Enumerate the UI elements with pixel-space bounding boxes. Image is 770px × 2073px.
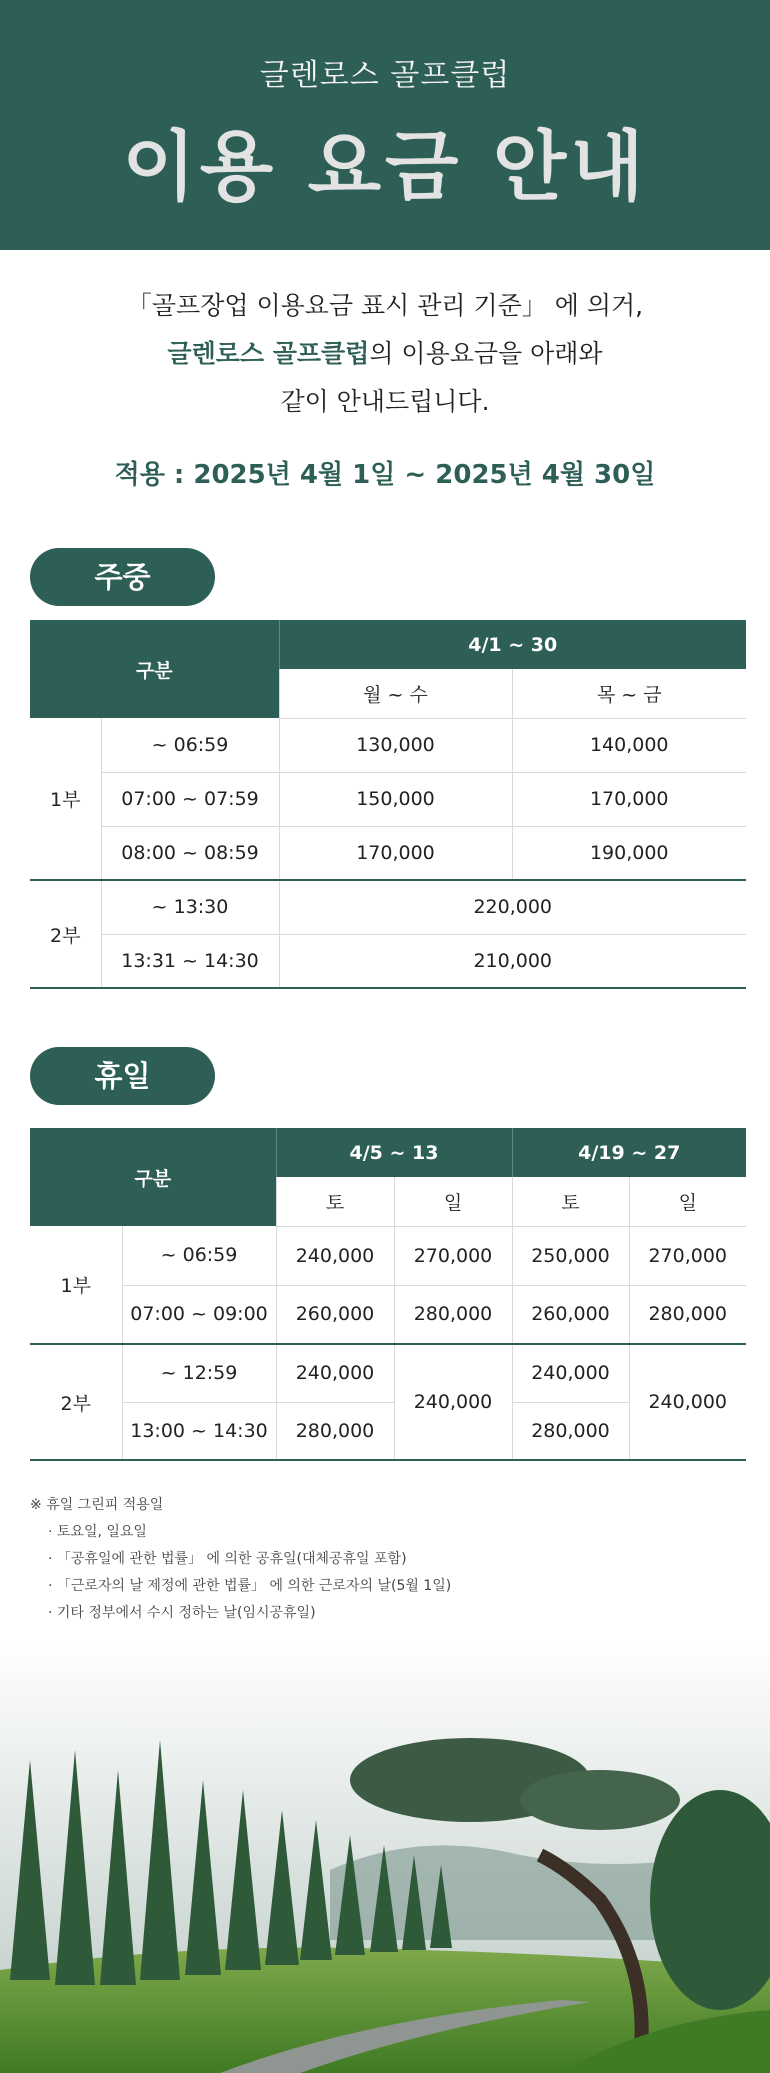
time-cell: 07:00 ~ 07:59 bbox=[101, 772, 279, 826]
club-name: 글렌로스 골프클럽 bbox=[259, 58, 511, 93]
fee-cell: 240,000 bbox=[394, 1344, 512, 1460]
weekday-thu-fri-header: 목 ~ 금 bbox=[512, 669, 746, 718]
table-row bbox=[30, 826, 746, 880]
fee-cell: 280,000 bbox=[629, 1285, 746, 1344]
holiday-notes bbox=[30, 1492, 451, 1627]
weekday-section-label: 주중 bbox=[30, 548, 215, 606]
time-cell: ~ 06:59 bbox=[101, 718, 279, 772]
note-item: · 토요일, 일요일 bbox=[48, 1524, 147, 1540]
fee-cell: 240,000 bbox=[276, 1344, 394, 1402]
holiday-range1-sat-header: 토 bbox=[276, 1177, 394, 1226]
weekday-part2-label: 2부 bbox=[30, 880, 101, 988]
holiday-category-header: 구분 bbox=[30, 1128, 276, 1226]
weekday-fee-table bbox=[30, 620, 746, 989]
holiday-range1-header: 4/5 ~ 13 bbox=[276, 1128, 512, 1177]
fee-cell: 280,000 bbox=[394, 1285, 512, 1344]
fee-cell: 260,000 bbox=[512, 1285, 629, 1344]
fee-cell: 280,000 bbox=[512, 1402, 629, 1460]
fee-cell: 240,000 bbox=[512, 1344, 629, 1402]
table-row bbox=[30, 718, 746, 772]
weekday-part1-label: 1부 bbox=[30, 718, 101, 880]
holiday-part2-label: 2부 bbox=[30, 1344, 122, 1460]
time-cell: 08:00 ~ 08:59 bbox=[101, 826, 279, 880]
holiday-range2-sat-header: 토 bbox=[512, 1177, 629, 1226]
fee-cell: 220,000 bbox=[279, 880, 746, 934]
time-cell: ~ 12:59 bbox=[122, 1344, 276, 1402]
fee-cell: 150,000 bbox=[279, 772, 512, 826]
note-item: · 기타 정부에서 수시 정하는 날(임시공휴일) bbox=[48, 1605, 316, 1621]
table-row bbox=[30, 880, 746, 934]
fee-cell: 210,000 bbox=[279, 934, 746, 988]
fee-cell: 270,000 bbox=[629, 1226, 746, 1285]
holiday-range2-header: 4/19 ~ 27 bbox=[512, 1128, 746, 1177]
table-row bbox=[30, 1226, 746, 1285]
intro-line-2 bbox=[0, 330, 770, 378]
page-title: 이용 요금 안내 bbox=[122, 122, 648, 211]
note-item: · 「공휴일에 관한 법률」 에 의한 공휴일(대체공휴일 포함) bbox=[48, 1551, 407, 1567]
fee-cell: 260,000 bbox=[276, 1285, 394, 1344]
fee-cell: 280,000 bbox=[276, 1402, 394, 1460]
table-row bbox=[30, 1344, 746, 1402]
pine-canopy bbox=[520, 1770, 680, 1830]
intro-text bbox=[0, 250, 770, 426]
weekday-mon-wed-header: 월 ~ 수 bbox=[279, 669, 512, 718]
fee-cell: 170,000 bbox=[279, 826, 512, 880]
golf-course-scenery-image bbox=[0, 1640, 770, 2073]
holiday-part1-label: 1부 bbox=[30, 1226, 122, 1344]
fee-cell: 240,000 bbox=[629, 1344, 746, 1460]
fee-cell: 240,000 bbox=[276, 1226, 394, 1285]
fee-cell: 170,000 bbox=[512, 772, 746, 826]
holiday-range1-sun-header: 일 bbox=[394, 1177, 512, 1226]
time-cell: 13:31 ~ 14:30 bbox=[101, 934, 279, 988]
weekday-range-header: 4/1 ~ 30 bbox=[279, 620, 746, 669]
fee-cell: 140,000 bbox=[512, 718, 746, 772]
holiday-range2-sun-header: 일 bbox=[629, 1177, 746, 1226]
table-row bbox=[30, 1285, 746, 1344]
fee-cell: 190,000 bbox=[512, 826, 746, 880]
time-cell: ~ 06:59 bbox=[122, 1226, 276, 1285]
time-cell: 07:00 ~ 09:00 bbox=[122, 1285, 276, 1344]
time-cell: 13:00 ~ 14:30 bbox=[122, 1402, 276, 1460]
intro-line-1: 「골프장업 이용요금 표시 관리 기준」 에 의거, bbox=[126, 291, 644, 320]
intro-club-name: 글렌로스 골프클럽 bbox=[167, 339, 370, 368]
table-row bbox=[30, 934, 746, 988]
holiday-fee-table bbox=[30, 1128, 746, 1461]
table-row bbox=[30, 772, 746, 826]
notes-title: ※ 휴일 그린피 적용일 bbox=[30, 1497, 164, 1513]
fee-cell: 130,000 bbox=[279, 718, 512, 772]
note-item: · 「근로자의 날 제정에 관한 법률」 에 의한 근로자의 날(5월 1일) bbox=[48, 1578, 452, 1594]
intro-line-3: 같이 안내드립니다. bbox=[280, 387, 490, 416]
holiday-section-label: 휴일 bbox=[30, 1047, 215, 1105]
intro-line-2-rest: 의 이용요금을 아래와 bbox=[369, 339, 603, 368]
apply-period: 적용 : 2025년 4월 1일 ~ 2025년 4월 30일 bbox=[114, 460, 656, 490]
header-banner bbox=[0, 0, 770, 250]
weekday-category-header: 구분 bbox=[30, 620, 279, 718]
fee-cell: 270,000 bbox=[394, 1226, 512, 1285]
fee-cell: 250,000 bbox=[512, 1226, 629, 1285]
time-cell: ~ 13:30 bbox=[101, 880, 279, 934]
